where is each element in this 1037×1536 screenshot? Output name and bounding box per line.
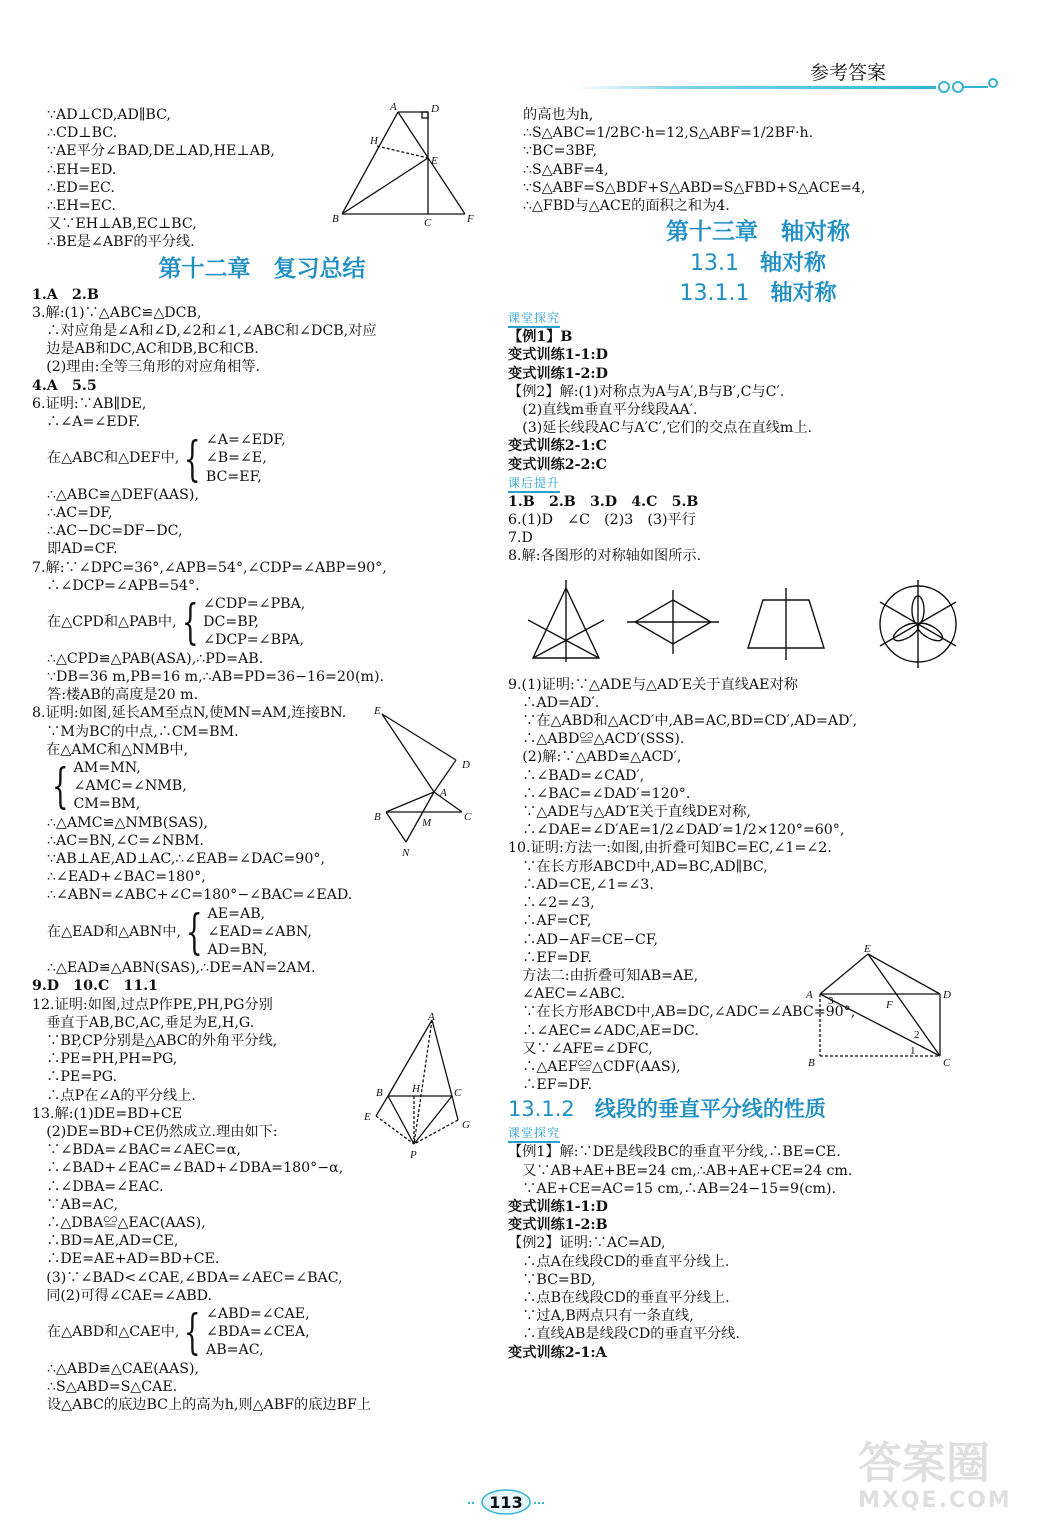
answer-line: (3)∵∠BAD<∠CAE,∠BDA=∠AEC=∠BAC, bbox=[32, 1269, 343, 1286]
answer-line: ∴AD=CE,∠1=∠3. bbox=[508, 876, 654, 893]
triangle-figure bbox=[528, 580, 604, 662]
symmetry-axes-figures bbox=[528, 580, 968, 670]
point-label: E bbox=[431, 155, 438, 167]
answer-line: ∵在△ABD和△ACD′中,AB=AC,BD=CD′,AD=AD′, bbox=[508, 713, 858, 730]
answer-line: 变式训练1-2:B bbox=[508, 1217, 608, 1234]
answer-line: ∴∠BAD+∠EAC=∠BAD+∠DBA=180°−α, bbox=[32, 1160, 344, 1177]
brace-line: ∠A=∠EDF, bbox=[205, 432, 286, 449]
answer-line: 【例1】B bbox=[508, 329, 573, 346]
answer-line: 【例2】证明:∵AC=AD, bbox=[508, 1235, 666, 1252]
answer-line: (3)延长线段AC与A′C′,它们的交点在直线m上. bbox=[508, 420, 813, 437]
section-number: 13.1 bbox=[690, 251, 739, 277]
point-label: D bbox=[431, 103, 439, 115]
circle-petal-figure bbox=[880, 580, 956, 668]
section-name: 轴对称 bbox=[770, 281, 837, 307]
section-number: 13.1.2 bbox=[508, 1097, 575, 1122]
answer-line: 变式训练2-1:A bbox=[508, 1344, 607, 1361]
text-line: ∵S△ABF=S△BDF+S△ABD=S△FBD+S△ACE=4, bbox=[523, 179, 866, 196]
figure-median-extension bbox=[368, 702, 480, 860]
answer-line: ∴△CPD≌△PAB(ASA),∴PD=AB. bbox=[47, 650, 264, 667]
answer-line: ∴对应角是∠A和∠D,∠2和∠1,∠ABC和∠DCB,对应 bbox=[32, 323, 377, 340]
point-label: M bbox=[422, 817, 432, 829]
answer-line: ∴∠ABN=∠ABC+∠C=180°−∠BAC=∠EAD. bbox=[47, 887, 353, 904]
point-label: A bbox=[440, 787, 447, 799]
trapezoid-figure bbox=[748, 588, 824, 660]
answer-line: 边是AB和DC,AC和DB,BC和CB. bbox=[32, 341, 259, 358]
answer-line: 设△ABC的底边BC上的高为h,则△ABF的底边BF上 bbox=[47, 1397, 372, 1414]
answer-line: ∴∠BAD=∠CAD′, bbox=[508, 767, 645, 784]
answer-line: 6.证明:∵AB∥DE, bbox=[32, 395, 147, 412]
brace-line: CM=BM, bbox=[73, 796, 141, 813]
watermark-url: MXQE.COM bbox=[858, 1488, 1012, 1513]
point-label: E bbox=[864, 943, 871, 955]
page-number-badge bbox=[468, 1488, 544, 1516]
watermark-text: 答案圈 bbox=[858, 1438, 990, 1489]
answer-line: ∵M为BC的中点,∴CM=BM. bbox=[32, 723, 239, 740]
answer-line: ∠AEC=∠ABC. bbox=[508, 986, 626, 1003]
text-line: ∴S△ABC=1/2BC·h=12,S△ABF=1/2BF·h. bbox=[523, 125, 814, 142]
answer-line: 垂直于AB,BC,AC,垂足为E,H,G. bbox=[32, 1014, 255, 1031]
answer-line: 13.解:(1)DE=BD+CE bbox=[32, 1105, 183, 1122]
answer-line: 【例1】解:∵DE是线段BC的垂直平分线,∴BE=CE. bbox=[508, 1144, 841, 1161]
point-label: B bbox=[376, 1087, 383, 1099]
section-name: 线段的垂直平分线的性质 bbox=[594, 1097, 826, 1122]
point-label: P bbox=[410, 1149, 417, 1161]
brace-group bbox=[32, 1305, 492, 1360]
point-label: D bbox=[462, 759, 470, 771]
brace-symbol: { bbox=[185, 903, 203, 960]
answer-line: 即AD=CF. bbox=[47, 541, 118, 558]
answer-line: ∴△AEF≌△CDF(AAS), bbox=[508, 1058, 681, 1075]
answer-line: ∵△ADE与△AD′E关于直线DE对称, bbox=[508, 804, 751, 821]
angle-label: 1 bbox=[910, 1045, 916, 1057]
text-line: ∴CD⊥BC. bbox=[47, 125, 118, 142]
brace-line: ∠AMC=∠NMB, bbox=[73, 778, 187, 795]
figure-exterior-bisectors bbox=[360, 1012, 480, 1162]
text-line: ∴EH=EC. bbox=[47, 198, 116, 215]
point-label: B bbox=[808, 1057, 815, 1069]
brace-group bbox=[32, 595, 492, 650]
answer-line: ∴∠EAD+∠BAC=180°, bbox=[47, 869, 206, 886]
answer-line: 方法二:由折叠可知AB=AE, bbox=[508, 967, 699, 984]
answer-line: 8.解:各图形的对称轴如图所示. bbox=[508, 548, 702, 565]
answer-line: (2)DE=BD+CE仍然成立.理由如下: bbox=[32, 1123, 278, 1140]
point-label: G bbox=[462, 1119, 470, 1131]
brace-symbol: { bbox=[184, 1304, 202, 1361]
answer-line: ∴△ABD≌△CAE(AAS), bbox=[47, 1360, 200, 1377]
brace-symbol: { bbox=[51, 758, 69, 815]
answer-line: 又∵AB+AE+BE=24 cm,∴AB+AE+CE=24 cm. bbox=[508, 1162, 853, 1179]
header-line bbox=[576, 86, 936, 89]
answer-line: (2)理由:全等三角形的对应角相等. bbox=[32, 359, 261, 376]
answer-line: ∴PE=PH,PH=PG, bbox=[32, 1051, 178, 1068]
answer-line: ∴△EAD≌△ABN(SAS),∴DE=AN=2AM. bbox=[47, 960, 316, 977]
answer-line: ∵∠BDA=∠BAC=∠AEC=α, bbox=[32, 1142, 241, 1159]
answer-line: ∴∠DBA=∠EAC. bbox=[32, 1178, 164, 1195]
answer-line: (2)解:∵△ABD≌△ACD′, bbox=[508, 749, 682, 766]
brace-line: AB=AC, bbox=[205, 1342, 264, 1359]
answer-line: ∴∠AEC=∠ADC,AE=DC. bbox=[508, 1022, 699, 1039]
answer-line: ∴AD=AD′. bbox=[508, 694, 600, 711]
answer-line: ∵在长方形ABCD中,AB=DC,∠ADC=∠ABC=90°, bbox=[508, 1004, 856, 1021]
brace-symbol: { bbox=[181, 594, 199, 651]
point-label: B bbox=[374, 811, 381, 823]
answer-line: ∴AC−DC=DF−DC, bbox=[47, 523, 183, 540]
chapter-13-title: 第十三章 轴对称 bbox=[666, 219, 850, 246]
figure-folded-rectangle bbox=[800, 942, 960, 1072]
watermark-logo bbox=[858, 1440, 1028, 1530]
answer-line: 4.A 5.5 bbox=[32, 377, 97, 394]
brace-line: ∠CDP=∠PBA, bbox=[203, 596, 306, 613]
answer-line: 7.解:∵∠DPC=36°,∠APB=54°,∠CDP=∠ABP=90°, bbox=[32, 559, 387, 576]
text-line: ∴ED=EC. bbox=[47, 179, 115, 196]
answer-line: ∴EF=DF. bbox=[508, 1077, 592, 1094]
section-number: 13.1.1 bbox=[679, 281, 750, 307]
answer-line: 同(2)可得∠CAE=∠ABD. bbox=[32, 1287, 213, 1304]
brace-line: ∠BDA=∠CEA, bbox=[205, 1324, 310, 1341]
answer-line: ∴AF=CF, bbox=[508, 913, 592, 930]
rhombus-figure bbox=[627, 590, 719, 654]
angle-label: 3 bbox=[828, 995, 834, 1007]
point-label: A bbox=[428, 1012, 435, 1023]
answer-line: ∴点B在线段CD的垂直平分线上. bbox=[508, 1289, 730, 1306]
point-label: F bbox=[886, 999, 893, 1011]
figure-trapezoid-bisector bbox=[330, 100, 480, 230]
answer-line: 答:楼AB的高度是20 m. bbox=[47, 687, 199, 704]
point-label: H bbox=[412, 1083, 420, 1095]
point-label: C bbox=[454, 1087, 462, 1099]
answer-line: ∵BP,CP分别是△ABC的外角平分线, bbox=[32, 1032, 278, 1049]
point-label: C bbox=[424, 217, 432, 229]
brace-group bbox=[32, 905, 492, 960]
point-label: E bbox=[374, 705, 381, 717]
brace-line: AE=AB, bbox=[207, 905, 266, 922]
text-line: ∵AE平分∠BAD,DE⊥AD,HE⊥AB, bbox=[47, 143, 275, 160]
answer-line: ∴PE=PG. bbox=[32, 1069, 118, 1086]
answer-line: 1.A 2.B bbox=[32, 286, 99, 303]
answer-line: 【例2】解:(1)对称点为A与A′,B与B′,C与C′. bbox=[508, 383, 785, 400]
text-line: 的高也为h, bbox=[523, 107, 594, 123]
brace-line: AD=BN, bbox=[207, 941, 268, 958]
brace-line: ∠DCP=∠BPA, bbox=[203, 632, 305, 649]
point-label: D bbox=[943, 989, 951, 1001]
answer-line: ∴△ABD≌△ACD′(SSS). bbox=[508, 731, 685, 748]
answer-line: 10.证明:方法一:如图,由折叠可知BC=EC,∠1=∠2. bbox=[508, 840, 832, 857]
brace-symbol: { bbox=[184, 430, 201, 487]
answer-line: ∵AB⊥AE,AD⊥AC,∴∠EAB=∠DAC=90°, bbox=[47, 850, 325, 867]
answer-line: ∴∠DCP=∠APB=54°. bbox=[32, 577, 200, 594]
brace-line: DC=BP, bbox=[203, 614, 259, 631]
answer-line: (2)直线m垂直平分线段AA′. bbox=[508, 402, 698, 419]
answer-line: 变式训练2-1:C bbox=[508, 438, 607, 455]
answer-line: 3.解:(1)∵△ABC≌△DCB, bbox=[32, 304, 202, 321]
answer-line: ∴BD=AE,AD=CE, bbox=[32, 1233, 179, 1250]
text-line: ∴△FBD与△ACE的面积之和为4. bbox=[523, 198, 730, 215]
answer-line: ∴∠A=∠EDF. bbox=[32, 414, 141, 431]
answer-line: ∴点A在线段CD的垂直平分线上. bbox=[508, 1253, 730, 1270]
point-label: B bbox=[332, 213, 339, 225]
answer-line: 又∵∠AFE=∠DFC, bbox=[508, 1040, 653, 1057]
text-line: ∵AD⊥CD,AD∥BC, bbox=[47, 107, 171, 123]
point-label: C bbox=[943, 1057, 951, 1069]
angle-label: 2 bbox=[914, 1029, 920, 1041]
brace-prefix: 在△ABD和△CAE中, bbox=[47, 1324, 180, 1341]
answer-line: ∴△DBA≌△EAC(AAS), bbox=[32, 1214, 206, 1231]
answer-line: 在△AMC和△NMB中, bbox=[32, 741, 189, 758]
answer-line: ∵过A,B两点只有一条直线, bbox=[508, 1308, 694, 1325]
answer-line: 9.D 10.C 11.1 bbox=[32, 978, 159, 995]
answer-line: ∴AC=DF, bbox=[47, 505, 113, 522]
tag-class-explore-2: 课堂探究 bbox=[508, 1126, 560, 1143]
point-label: A bbox=[806, 989, 813, 1001]
answer-line: 1.B 2.B 3.D 4.C 5.B bbox=[508, 493, 699, 510]
brace-prefix: 在△ABC和△DEF中, bbox=[47, 450, 180, 467]
answer-line: ∴∠BAC=∠DAD′=120°. bbox=[508, 785, 691, 802]
answer-line: 9.(1)证明:∵△ADE与△AD′E关于直线AE对称 bbox=[508, 676, 798, 693]
answer-line: ∴直线AB是线段CD的垂直平分线. bbox=[508, 1326, 740, 1343]
text-line: ∴EH=ED. bbox=[47, 161, 117, 178]
text-line: 又∵EH⊥AB,EC⊥BC, bbox=[47, 216, 197, 233]
answer-line: 12.证明:如图,过点P作PE,PH,PG分别 bbox=[32, 996, 273, 1013]
answer-line: ∵DB=36 m,PB=16 m,∴AB=PD=36−16=20(m). bbox=[47, 668, 384, 685]
brace-prefix: 在△CPD和△PAB中, bbox=[47, 614, 177, 631]
point-label: H bbox=[370, 135, 378, 147]
answer-line: 变式训练1-1:D bbox=[508, 347, 608, 364]
brace-group bbox=[32, 431, 492, 486]
right-column bbox=[508, 106, 1008, 1362]
section-13-1-title bbox=[508, 249, 1008, 279]
answer-line: 8.证明:如图,延长AM至点N,使MN=AM,连接BN. bbox=[32, 705, 347, 722]
answer-line: ∴AC=BN,∠C=∠NBM. bbox=[47, 832, 204, 849]
tag-class-explore: 课堂探究 bbox=[508, 311, 560, 328]
answer-line: ∴DE=AE+AD=BD+CE. bbox=[32, 1251, 220, 1268]
brace-line: BC=EF, bbox=[205, 468, 262, 485]
chapter-12-title: 第十二章 复习总结 bbox=[158, 255, 366, 282]
section-13-1-1-title bbox=[508, 279, 1008, 309]
point-label: E bbox=[364, 1111, 371, 1123]
answer-line: ∵BC=BD, bbox=[508, 1271, 596, 1288]
point-label: F bbox=[467, 213, 474, 225]
text-line: ∴BE是∠ABF的平分线. bbox=[47, 234, 195, 251]
answer-line: 变式训练1-1:D bbox=[508, 1198, 608, 1215]
answer-line: ∴∠DAE=∠D′AE=1/2∠DAD′=1/2×120°=60°, bbox=[508, 822, 845, 839]
answer-line: 6.(1)D ∠C (2)3 (3)平行 bbox=[508, 512, 696, 529]
answer-line: ∴∠2=∠3, bbox=[508, 895, 595, 912]
brace-line: ∠B=∠E, bbox=[205, 450, 267, 467]
answer-line: ∵在长方形ABCD中,AD=BC,AD∥BC, bbox=[508, 858, 768, 875]
page-number: 113 bbox=[489, 1493, 523, 1512]
answer-line: ∴△AMC≌△NMB(SAS), bbox=[47, 814, 208, 831]
answer-line: ∴点P在∠A的平分线上. bbox=[32, 1087, 196, 1104]
answer-line: ∵AE+CE=AC=15 cm,∴AB=24−15=9(cm). bbox=[508, 1180, 837, 1197]
header-title: 参考答案 bbox=[810, 62, 887, 84]
answer-line: 7.D bbox=[508, 530, 533, 547]
answer-line: 变式训练1-2:D bbox=[508, 365, 608, 382]
answer-line: ∴△ABC≌△DEF(AAS), bbox=[47, 486, 199, 503]
answer-line: ∴EF=DF. bbox=[508, 949, 592, 966]
answer-line: ∵AB=AC, bbox=[32, 1196, 119, 1213]
brace-line: AM=MN, bbox=[73, 759, 141, 776]
text-line: ∴S△ABF=4, bbox=[523, 161, 609, 178]
answer-line: 变式训练2-2:C bbox=[508, 456, 607, 473]
point-label: C bbox=[464, 811, 472, 823]
brace-line: ∠ABD=∠CAE, bbox=[205, 1306, 310, 1322]
header-decoration bbox=[936, 78, 1016, 98]
point-label: A bbox=[390, 101, 397, 113]
text-line: ∵BC=3BF, bbox=[523, 143, 598, 160]
answer-line: ∴AD−AF=CE−CF, bbox=[508, 931, 658, 948]
answer-line: ∴S△ABD=S△CAE. bbox=[47, 1378, 178, 1395]
brace-line: ∠EAD=∠ABN, bbox=[207, 923, 312, 940]
brace-prefix: 在△EAD和△ABN中, bbox=[47, 923, 181, 940]
point-label: N bbox=[402, 847, 410, 859]
tag-after-class: 课后提升 bbox=[508, 476, 560, 493]
section-13-1-2-title bbox=[508, 1094, 1008, 1124]
section-name: 轴对称 bbox=[759, 251, 826, 277]
